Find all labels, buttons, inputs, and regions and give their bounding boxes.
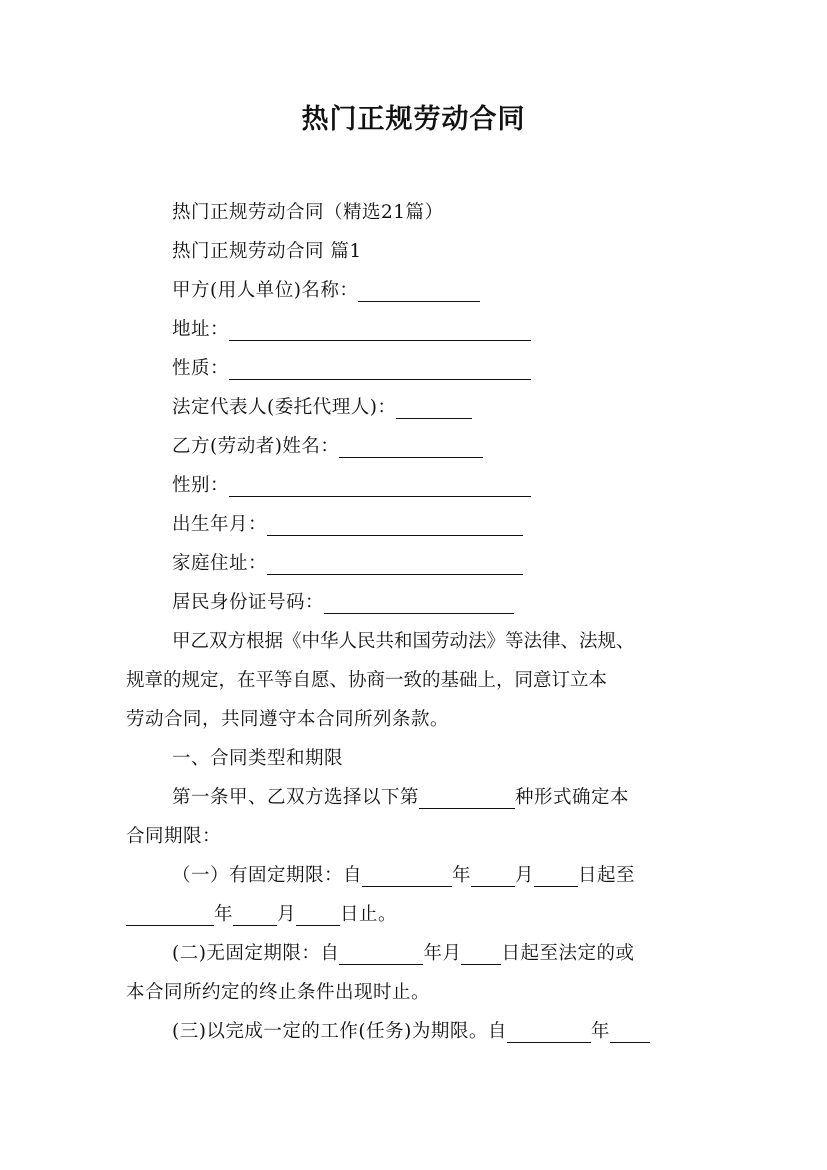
field-birth-date bbox=[126, 505, 702, 544]
field-label: 性质： bbox=[172, 358, 230, 379]
field-label: 出生年月： bbox=[172, 514, 268, 535]
option-text: 月 bbox=[277, 904, 297, 925]
option-text: 日起至 bbox=[578, 865, 636, 886]
option-text: （一）有固定期限：自 bbox=[172, 865, 363, 886]
blank-line bbox=[229, 357, 531, 380]
field-employee-name bbox=[126, 427, 702, 466]
document-title: 热门正规劳动合同 bbox=[301, 104, 526, 135]
blank-line bbox=[267, 513, 523, 536]
intro-text: 规章的规定，在平等自愿、协商一致的基础上，同意订立本 bbox=[126, 670, 608, 691]
intro-text: 甲乙双方根据《中华人民共和国劳动法》等法律、法规、 bbox=[172, 631, 635, 652]
option-text: 月 bbox=[515, 865, 535, 886]
blank-line bbox=[507, 1020, 591, 1043]
blank-line bbox=[362, 864, 452, 887]
field-home-address bbox=[126, 544, 702, 583]
document-body bbox=[126, 193, 702, 1051]
field-label: 居民身份证号码： bbox=[172, 592, 325, 613]
intro-paragraph-line-2 bbox=[126, 661, 702, 700]
option-text: 日起至法定的或 bbox=[501, 943, 635, 964]
option-text: 日止。 bbox=[340, 904, 398, 925]
blank-line bbox=[324, 591, 514, 614]
article-1-line-2: 合同期限： bbox=[126, 826, 222, 847]
article-text: 第一条甲、乙双方选择以下第 bbox=[172, 787, 420, 808]
field-label: 法定代表人(委托代理人)： bbox=[172, 397, 397, 418]
field-legal-representative bbox=[126, 388, 702, 427]
blank-line bbox=[229, 474, 531, 497]
intro-paragraph-line-1 bbox=[126, 622, 702, 661]
field-label: 家庭住址： bbox=[172, 553, 268, 574]
option-2-line-2: 本合同所约定的终止条件出现时止。 bbox=[126, 982, 431, 1003]
chapter-heading: 一、合同类型和期限 bbox=[172, 748, 344, 769]
blank-line bbox=[126, 903, 214, 926]
option-1-line-1 bbox=[126, 856, 702, 895]
option-text: (二)无固定期限：自 bbox=[172, 943, 340, 964]
field-label: 甲方(用人单位)名称： bbox=[172, 280, 359, 301]
field-id-number bbox=[126, 583, 702, 622]
blank-line bbox=[339, 942, 423, 965]
field-label: 性别： bbox=[172, 475, 230, 496]
field-gender bbox=[126, 466, 702, 505]
blank-line bbox=[419, 786, 515, 809]
blank-line bbox=[471, 864, 515, 887]
article-text: 种形式确定本 bbox=[515, 787, 630, 808]
blank-line bbox=[461, 942, 501, 965]
field-nature bbox=[126, 349, 702, 388]
blank-line bbox=[229, 318, 531, 341]
option-text: 年月 bbox=[423, 943, 462, 964]
option-text: 年 bbox=[452, 865, 472, 886]
blank-line bbox=[534, 864, 578, 887]
field-label: 乙方(劳动者)姓名： bbox=[172, 436, 340, 457]
article-1-line-1 bbox=[126, 778, 702, 817]
blank-line bbox=[339, 435, 483, 458]
section-heading: 热门正规劳动合同 篇1 bbox=[172, 241, 362, 262]
blank-line bbox=[396, 396, 472, 419]
blank-line bbox=[267, 552, 523, 575]
field-employer-name bbox=[126, 271, 702, 310]
field-address bbox=[126, 310, 702, 349]
intro-paragraph-line-3: 劳动合同，共同遵守本合同所列条款。 bbox=[126, 709, 450, 730]
subtitle: 热门正规劳动合同（精选21篇） bbox=[172, 202, 444, 223]
blank-line bbox=[296, 903, 340, 926]
option-2-line-1 bbox=[126, 934, 702, 973]
option-text: 年 bbox=[214, 904, 234, 925]
blank-line bbox=[358, 279, 480, 302]
blank-line bbox=[610, 1020, 650, 1043]
option-text: 年 bbox=[590, 1021, 610, 1042]
option-text: (三)以完成一定的工作(任务)为期限。自 bbox=[172, 1021, 507, 1042]
option-3-line-1 bbox=[126, 1012, 702, 1051]
field-label: 地址： bbox=[172, 319, 230, 340]
option-1-line-2 bbox=[126, 895, 702, 934]
blank-line bbox=[233, 903, 277, 926]
